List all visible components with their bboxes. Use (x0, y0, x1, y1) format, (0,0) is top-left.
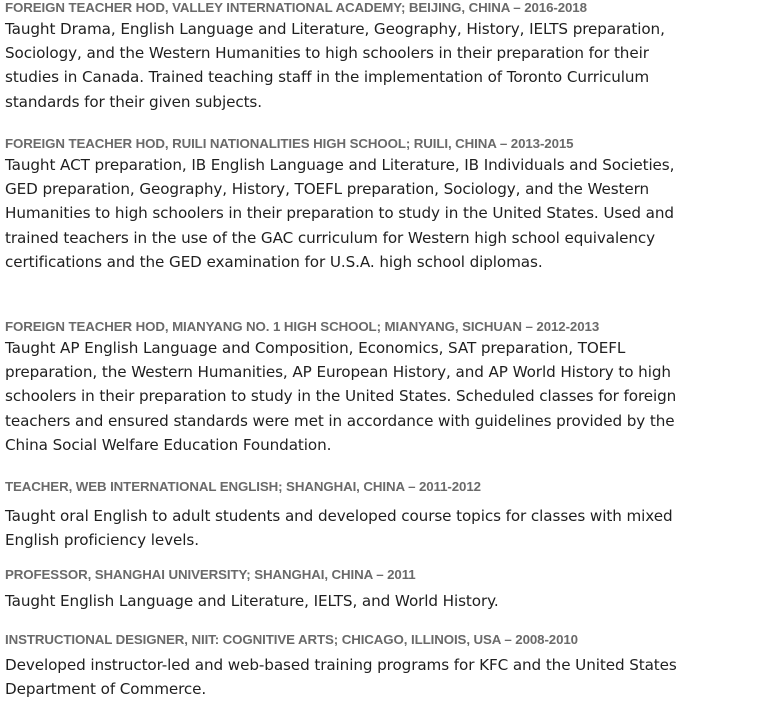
experience-entry (5, 567, 757, 613)
job-description: Taught AP English Language and Composition, Economics, SAT preparation, TOEFL preparation, the Western Humanities, AP European History, and AP World History to high schoolers in their preparation to study in the United States. Scheduled classes for foreign teachers and ensured standards were met in accordance with guidelines provided by the China Social Welfare Education Foundation. (5, 339, 677, 454)
job-heading: FOREIGN TEACHER HOD, RUILI NATIONALITIES HIGH SCHOOL; RUILI, CHINA – 2013-2015 (5, 136, 574, 151)
job-description: Taught ACT preparation, IB English Language and Literature, IB Individuals and Societies, GED preparation, Geography, History, TOEFL preparation, Sociology, and the Western Humanities to high schoolers in their preparation to study in the United States. Used and trained teachers in the use of the GAC curriculum for Western high school equivalency certifications and the GED examination for U.S.A. high school diplomas. (5, 156, 675, 271)
experience-entry (5, 319, 757, 457)
job-heading: INSTRUCTIONAL DESIGNER, NIIT: COGNITIVE ARTS; CHICAGO, ILLINOIS, USA – 2008-2010 (5, 632, 578, 647)
experience-entry (5, 136, 757, 274)
job-heading: PROFESSOR, SHANGHAI UNIVERSITY; SHANGHAI, CHINA – 2011 (5, 567, 416, 582)
experience-entry (5, 632, 757, 701)
job-heading: TEACHER, WEB INTERNATIONAL ENGLISH; SHANGHAI, CHINA – 2011-2012 (5, 479, 481, 494)
job-description: Taught Drama, English Language and Literature, Geography, History, IELTS preparation, Sociology, and the Western Humanities to high schoolers in their preparation for their studies in Canada. Trained teaching staff in the implementation of Toronto Curriculum standards for their given subjects. (5, 20, 665, 111)
job-description: Taught English Language and Literature, IELTS, and World History. (5, 592, 499, 610)
experience-entry (5, 479, 757, 552)
job-description: Taught oral English to adult students and developed course topics for classes with mixed English proficiency levels. (5, 507, 673, 550)
job-description: Developed instructor-led and web-based training programs for KFC and the United States Department of Commerce. (5, 656, 677, 699)
job-heading: FOREIGN TEACHER HOD, MIANYANG NO. 1 HIGH SCHOOL; MIANYANG, SICHUAN – 2012-2013 (5, 319, 600, 334)
job-heading: FOREIGN TEACHER HOD, VALLEY INTERNATIONAL ACADEMY; BEIJING, CHINA – 2016-2018 (5, 0, 587, 15)
experience-entry (5, 0, 757, 114)
